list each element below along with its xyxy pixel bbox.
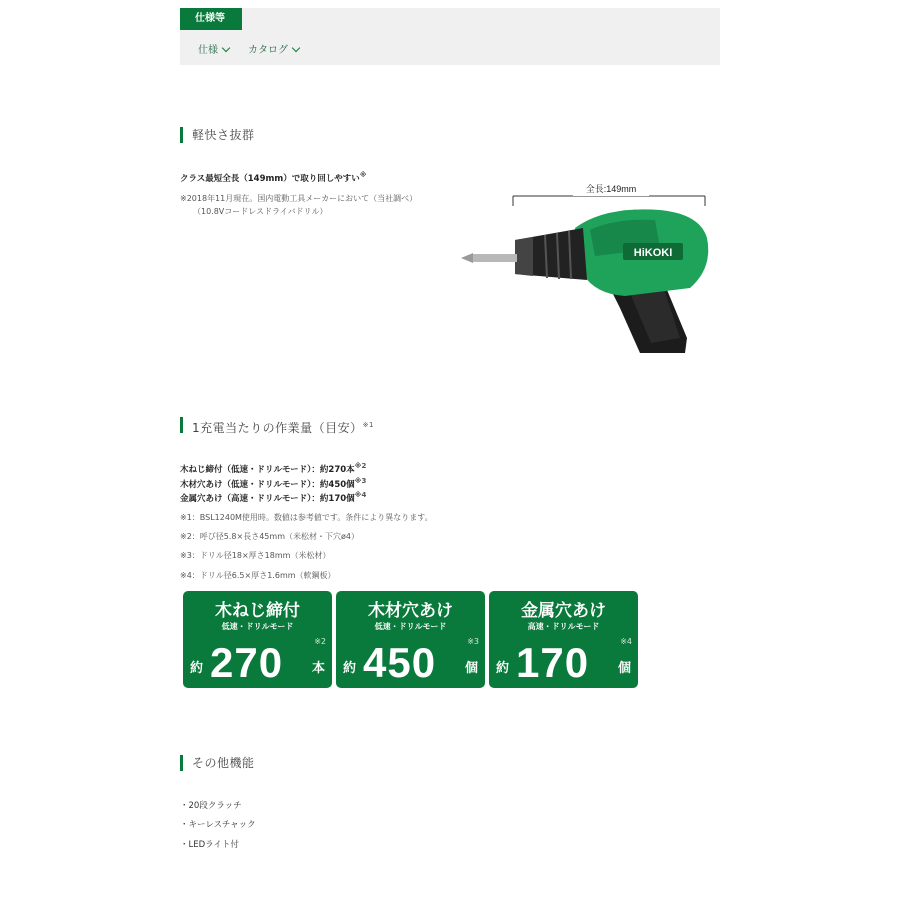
footnote-line: ※2：呼び径5.8×長さ45mm（米松材・下穴ø4） [180, 532, 359, 541]
footnote-line: ※3：ドリル径18×厚さ18mm（米松材） [180, 551, 331, 560]
card-footnote-mark: ※2 [314, 637, 326, 646]
footnote-line: （10.8Vコードレスドライバドリル） [193, 207, 328, 216]
footnote-mark: ※3 [354, 477, 367, 485]
footnote-mark: ※2 [354, 462, 367, 470]
card-value: 170 [516, 639, 590, 686]
card-title: 木材穴あけ [368, 601, 453, 621]
section-heading-lightweight: 軽快さ抜群 [180, 127, 255, 143]
nav-link-specs[interactable] [198, 41, 229, 56]
card-unit: 本 [311, 661, 325, 676]
tab-specs[interactable]: 仕様等 [180, 8, 242, 30]
workload-line [180, 491, 366, 504]
feature-item: ・20段クラッチ [180, 801, 242, 811]
nav-link-label: カタログ [248, 45, 288, 56]
footnote-mark: ※1 [362, 421, 374, 429]
card-value: 270 [210, 639, 284, 686]
feature-item: ・キーレスチャック [180, 820, 256, 830]
card-footnote-mark: ※4 [620, 637, 632, 646]
spec-nav-panel [180, 8, 720, 65]
card-footnote-mark: ※3 [467, 637, 479, 646]
card-subtitle: 高速・ドリルモード [527, 622, 600, 631]
card-value: 450 [363, 639, 437, 686]
drill-product-image [455, 178, 725, 358]
workload-heading-text: 1充電当たりの作業量（目安） [192, 421, 363, 435]
hikoki-logo: HiKOKI [633, 247, 673, 259]
card-subtitle: 低速・ドリルモード [221, 622, 294, 631]
section-heading-other-features: その他機能 [180, 755, 255, 771]
chevron-down-icon [222, 44, 230, 52]
card-prefix: 約 [496, 661, 510, 676]
card-prefix: 約 [343, 661, 357, 676]
workload-line-text: 金属穴あけ（高速・ドリルモード）：約170個 [180, 493, 355, 504]
footnote-mark: ※ [359, 171, 367, 179]
nav-link-catalog[interactable] [248, 41, 299, 56]
workload-line-text: 木ねじ締付（低速・ドリルモード）：約270本 [180, 464, 355, 475]
feature-item: ・LEDライト付 [180, 840, 239, 850]
card-title: 金属穴あけ [521, 601, 606, 621]
dimension-label: 全長:149mm [585, 184, 637, 194]
card-unit: 個 [464, 661, 478, 676]
card-unit: 個 [617, 661, 631, 676]
footnote-line: ※4：ドリル径6.5×厚さ1.6mm（軟鋼板） [180, 571, 336, 580]
footnote-line: ※1：BSL1240M使用時。数値は参考値です。条件により異なります。 [180, 513, 433, 522]
section-heading-workload [180, 417, 374, 436]
length-claim [180, 171, 367, 184]
footnote-mark: ※4 [354, 491, 367, 499]
chevron-down-icon [292, 44, 300, 52]
stat-card-wood-screw [183, 591, 332, 688]
stat-card-metal-drill [489, 591, 638, 688]
workload-line [180, 462, 366, 475]
nav-link-label: 仕様 [198, 45, 218, 56]
card-prefix: 約 [190, 661, 204, 676]
card-title: 木ねじ締付 [215, 601, 300, 621]
footnote-line: ※2018年11月現在。国内電動工具メーカーにおいて（当社調べ） [180, 194, 418, 203]
stat-card-wood-drill [336, 591, 485, 688]
card-subtitle: 低速・ドリルモード [374, 622, 447, 631]
length-claim-text: クラス最短全長（149mm）で取り回しやすい [180, 173, 360, 184]
workload-line [180, 477, 366, 490]
workload-line-text: 木材穴あけ（低速・ドリルモード）：約450個 [180, 479, 355, 490]
